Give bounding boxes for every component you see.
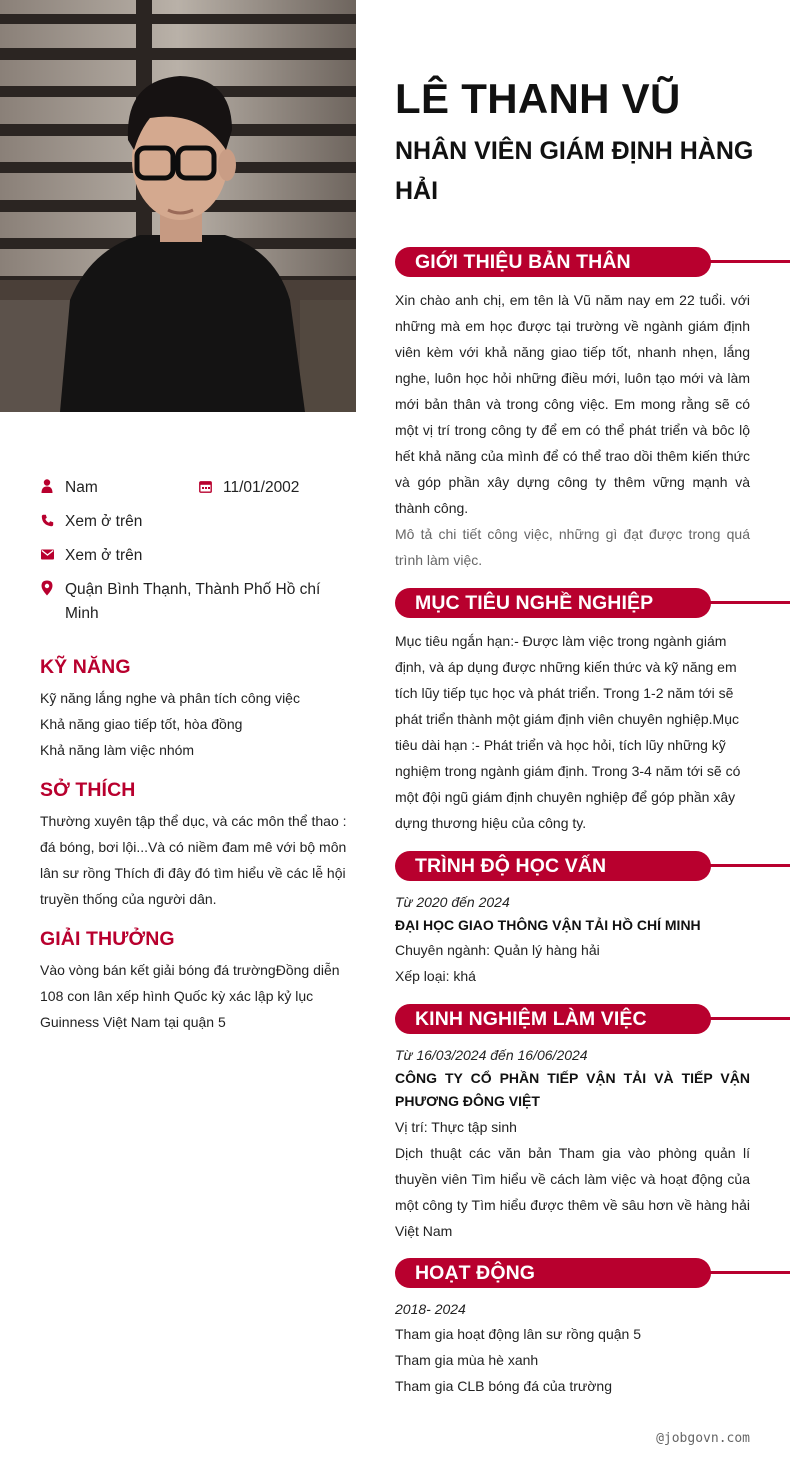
awards-section	[40, 927, 350, 1035]
activities-entry	[395, 1298, 750, 1399]
objective-heading	[395, 588, 790, 618]
phone-row	[40, 510, 142, 534]
email-icon	[40, 545, 54, 563]
education-entry	[395, 891, 750, 989]
education-heading	[395, 851, 790, 881]
awards-title: GIẢI THƯỞNG	[40, 928, 175, 950]
watermark: @jobgovn.com	[656, 1431, 750, 1446]
objective-text: Mục tiêu ngắn hạn:- Được làm việc trong ngành giám định, và áp dụng được những kiến thức và kỹ năng em tích lũy tiếp tục học và phát triển. Trong 1-2 năm tới sẽ phát triển thành một giám định viên chuyên nghiệp.Mục tiêu dài hạn :- Phát triển và học hỏi, tích lũy những kỹ nghiệm trong ngành giám định. Trong 3-4 năm tới sẽ có một đội ngũ giám định chuyên nghiệp để góp phần xây dựng thương hiệu của công ty.	[395, 633, 741, 831]
experience-position: Vị trí: Thực tập sinh	[395, 1119, 517, 1135]
candidate-role: NHÂN VIÊN GIÁM ĐỊNH HÀNG HẢI	[395, 137, 754, 205]
profile-photo	[0, 0, 356, 412]
calendar-icon	[198, 477, 212, 495]
activity-item: Tham gia mùa hè xanh	[395, 1352, 539, 1368]
experience-description: Dịch thuật các văn bản Tham gia vào phòng quản lí thuyền viên Tìm hiểu về cách làm việc và hoạt động của một công ty Tìm hiểu được thêm về sâu hơn về hàng hải Việt Nam	[395, 1145, 750, 1239]
objective-title: MỤC TIÊU NGHỀ NGHIỆP	[415, 592, 654, 614]
experience-period: Từ 16/03/2024 đến 16/06/2024	[395, 1047, 588, 1063]
skill-item: Khả năng làm việc nhóm	[40, 742, 195, 758]
activity-item: Tham gia hoạt động lân sư rồng quận 5	[395, 1326, 641, 1342]
awards-text: Vào vòng bán kết giải bóng đá trườngĐồng diễn 108 con lân xếp hình Quốc kỳ xác lập kỷ lục Guinness Việt Nam tại quận 5	[40, 962, 340, 1030]
activities-period: 2018- 2024	[395, 1301, 466, 1317]
experience-company: CÔNG TY CỔ PHẦN TIẾP VẬN TẢI VÀ TIẾP VẬN PHƯƠNG ĐÔNG VIỆT	[395, 1070, 750, 1109]
birthdate-row	[198, 476, 299, 500]
skills-title: KỸ NĂNG	[40, 656, 131, 678]
sidebar	[0, 0, 356, 1461]
experience-title: KINH NGHIỆM LÀM VIỆC	[415, 1008, 647, 1030]
about-heading	[395, 247, 790, 277]
person-icon	[40, 477, 54, 495]
activities-title: HOẠT ĐỘNG	[415, 1262, 536, 1284]
education-period: Từ 2020 đến 2024	[395, 894, 510, 910]
experience-heading	[395, 1004, 790, 1034]
about-hint: Mô tả chi tiết công việc, những gì đạt được trong quá trình làm việc.	[395, 526, 750, 568]
skill-item: Kỹ năng lắng nghe và phân tích công việc	[40, 690, 300, 706]
activity-item: Tham gia CLB bóng đá của trường	[395, 1378, 613, 1394]
address-value: Quận Bình Thạnh, Thành Phố Hồ chí Minh	[65, 581, 321, 622]
address-row	[40, 578, 340, 626]
phone-value: Xem ở trên	[65, 513, 143, 530]
email-value: Xem ở trên	[65, 547, 143, 564]
skill-item: Khả năng giao tiếp tốt, hòa đồng	[40, 716, 243, 732]
gender-value: Nam	[65, 479, 98, 496]
gender-row	[40, 476, 98, 500]
phone-icon	[40, 511, 54, 529]
about-text: Xin chào anh chị, em tên là Vũ năm nay em 22 tuổi. với những mà em học được tại trường về ngành giám định viên kèm với khả năng giao tiếp tốt, nhanh nhẹn, lắng nghe, luôn học hỏi những điều mới, luôn tạo mới và làm mới bản thân và trong công việc. Em mong rằng sẽ có một vị trí trong công ty để em có thể phát triển và bôc lộ hết khả năng của mình để có thể trao dồi thêm kiến thức và góp phần xây dựng công ty thêm vững mạnh và thành công.	[395, 292, 750, 516]
education-major: Chuyên ngành: Quản lý hàng hải	[395, 942, 600, 958]
activities-heading	[395, 1258, 790, 1288]
education-grade: Xếp loại: khá	[395, 968, 476, 984]
birthdate-value: 11/01/2002	[223, 479, 300, 496]
hobbies-section	[40, 778, 350, 912]
hobbies-text: Thường xuyên tập thể dục, và các môn thể thao : đá bóng, bơi lội...Và có niềm đam mê với bộ môn lân sư rồng Thích đi đây đó tìm hiểu về các lễ hội truyền thống của người dân.	[40, 813, 347, 907]
about-title: GIỚI THIỆU BẢN THÂN	[415, 251, 631, 273]
skills-section	[40, 655, 350, 763]
hobbies-title: SỞ THÍCH	[40, 779, 136, 801]
candidate-name: LÊ THANH VŨ	[395, 75, 681, 122]
education-title: TRÌNH ĐỘ HỌC VẤN	[415, 855, 607, 877]
experience-entry	[395, 1044, 750, 1244]
email-row	[40, 544, 142, 568]
location-icon	[40, 579, 54, 597]
education-school: ĐẠI HỌC GIAO THÔNG VẬN TẢI HỒ CHÍ MINH	[395, 917, 701, 933]
